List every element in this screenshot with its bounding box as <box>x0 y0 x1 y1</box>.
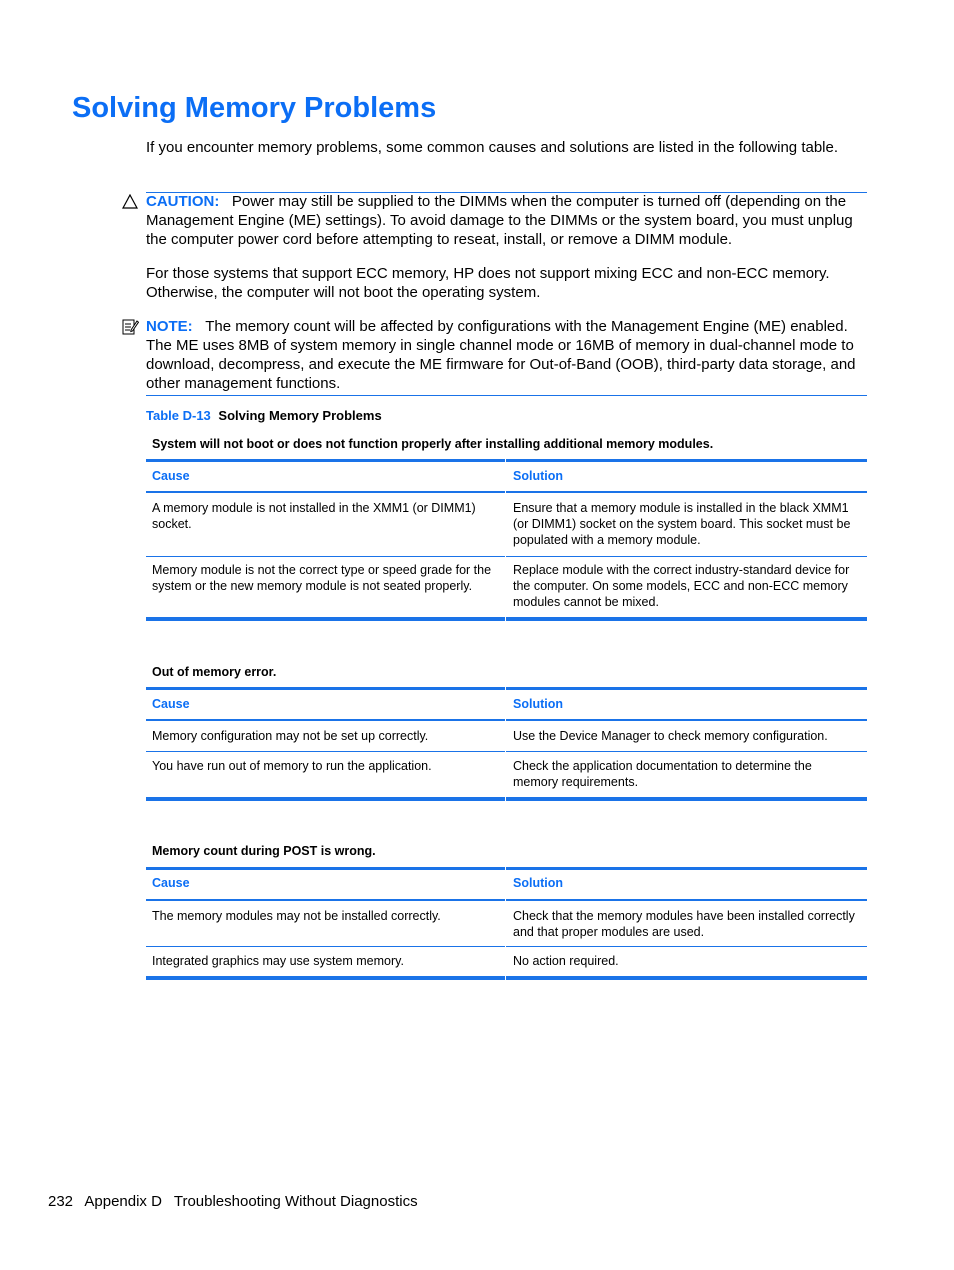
solution-cell: Check the application documentation to determine the memory requirements. <box>513 759 812 789</box>
caution-triangle-icon <box>122 194 138 214</box>
header-cause: Cause <box>152 469 190 483</box>
solution-cell: Check that the memory modules have been installed correctly and that proper modules are used. <box>513 909 855 939</box>
cause-cell: Memory configuration may not be set up correctly. <box>152 729 429 743</box>
intro-paragraph: If you encounter memory problems, some common causes and solutions are listed in the following table. <box>146 139 839 156</box>
header-solution: Solution <box>513 697 563 711</box>
table-rule <box>146 459 867 462</box>
header-cause: Cause <box>152 876 190 890</box>
row-divider <box>146 751 867 752</box>
caution-text: Power may still be supplied to the DIMMs when the computer is turned off (depending on the Management Engine (ME) settings). To avoid damage to the DIMMs or the system board, you must unplug the computer power cord before attempting to reseat, install, or remove a DIMM module. <box>146 193 853 248</box>
page-footer <box>48 1192 426 1211</box>
table-number: Table D-13 <box>146 408 211 423</box>
cause-cell: You have run out of memory to run the application. <box>152 759 432 773</box>
row-divider <box>146 946 867 947</box>
header-solution: Solution <box>513 469 563 483</box>
note-label: NOTE: <box>146 318 193 335</box>
solution-cell: Use the Device Manager to check memory configuration. <box>513 729 828 743</box>
page-title: Solving Memory Problems <box>72 92 437 124</box>
note-pencil-icon <box>122 318 139 340</box>
solution-cell: No action required. <box>513 954 619 968</box>
ecc-paragraph: For those systems that support ECC memory, HP does not support mixing ECC and non-ECC memory. Otherwise, the computer will not boot the operating system. <box>146 265 830 301</box>
footer-chapter: Troubleshooting Without Diagnostics <box>173 1193 418 1210</box>
solution-cell: Replace module with the correct industry-standard device for the computer. On some models, ECC and non-ECC memory modules cannot be mixed. <box>513 563 850 609</box>
problem-heading-boot: System will not boot or does not function properly after installing additional memory modules. <box>152 437 714 451</box>
header-cause: Cause <box>152 697 190 711</box>
solution-cell: Ensure that a memory module is installed in the black XMM1 (or DIMM1) socket on the system board. This socket must be populated with a memory module. <box>513 501 851 547</box>
row-divider <box>146 556 867 557</box>
note-bottom-rule <box>146 395 867 396</box>
note-text: The memory count will be affected by configurations with the Management Engine (ME) enabled. The ME uses 8MB of system memory in single channel mode or 16MB of memory in dual-channel mode to download, decompress, and execute the ME firmware for Out-of-Band (OOB), third-party data storage, and other management functions. <box>146 318 856 392</box>
problem-heading-out-of-memory: Out of memory error. <box>152 665 277 679</box>
problem-heading-memory-count: Memory count during POST is wrong. <box>152 844 376 858</box>
table-rule <box>146 899 867 901</box>
table-rule <box>146 867 867 870</box>
footer-appendix: Appendix D <box>84 1193 162 1210</box>
table-rule <box>146 976 867 980</box>
table-caption <box>146 408 382 424</box>
table-rule <box>146 719 867 721</box>
table-title: Solving Memory Problems <box>218 408 382 423</box>
caution-block <box>146 192 868 249</box>
page-number: 232 <box>48 1193 74 1210</box>
cause-cell: The memory modules may not be installed correctly. <box>152 909 441 923</box>
table-rule <box>146 687 867 690</box>
header-solution: Solution <box>513 876 563 890</box>
cause-cell: Memory module is not the correct type or speed grade for the system or the new memory module is not seated properly. <box>152 563 492 593</box>
cause-cell: A memory module is not installed in the XMM1 (or DIMM1) socket. <box>152 501 476 531</box>
caution-label: CAUTION: <box>146 193 220 210</box>
note-block <box>146 317 868 393</box>
table-rule <box>146 491 867 493</box>
table-rule <box>146 617 867 621</box>
table-rule <box>146 797 867 801</box>
cause-cell: Integrated graphics may use system memory. <box>152 954 404 968</box>
